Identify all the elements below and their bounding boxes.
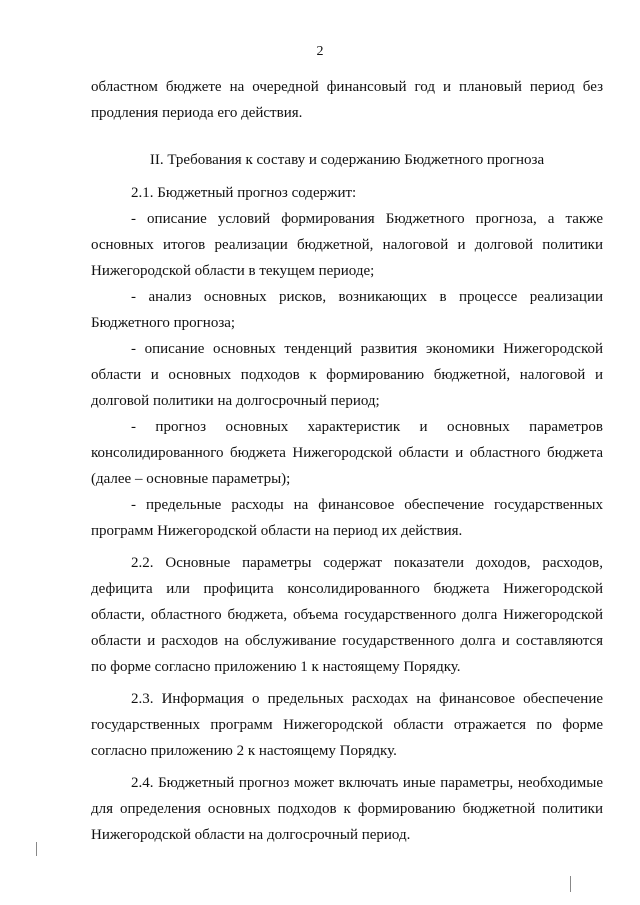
scan-margin-mark [570, 876, 571, 892]
paragraph-2-4: 2.4. Бюджетный прогноз может включать иные параметры, необходимые для определения основных подходов к формированию бюджетной политики Нижегородской области на долгосрочный период. [91, 775, 603, 843]
list-item-risks: - анализ основных рисков, возникающих в процессе реализации Бюджетного прогноза; [91, 289, 603, 331]
list-item-conditions: - описание условий формирования Бюджетного прогноза, а также основных итогов реализации бюджетной, налоговой и долговой политики Нижегородской области в текущем периоде; [91, 211, 603, 279]
paragraph-2-1: 2.1. Бюджетный прогноз содержит: [131, 185, 357, 201]
section-heading: II. Требования к составу и содержанию Бюджетного прогноза [149, 152, 545, 168]
paragraph-2-3: 2.3. Информация о предельных расходах на финансовое обеспечение государственных программ Нижегородской области отражается по форме согласно приложению 2 к настоящему Порядку. [91, 691, 603, 759]
paragraph-continuation: областном бюджете на очередной финансовый год и плановый период без продления периода его действия. [91, 79, 603, 121]
document-body [91, 74, 603, 848]
scan-margin-mark [36, 842, 37, 856]
paragraph-2-2: 2.2. Основные параметры содержат показатели доходов, расходов, дефицита или профицита консолидированного бюджета Нижегородской области, областного бюджета, объема государственного долга Нижегородской области и расходов на обслуживание государственного долга и составляются по форме согласно приложению 1 к настоящему Порядку. [91, 555, 603, 675]
list-item-trends: - описание основных тенденций развития экономики Нижегородской области и основных подходов к формированию бюджетной, налоговой и долговой политики на долгосрочный период; [91, 341, 603, 409]
list-item-forecast: - прогноз основных характеристик и основных параметров консолидированного бюджета Нижегородской области и областного бюджета (далее – основные параметры); [91, 419, 603, 487]
page-number: 2 [316, 44, 324, 59]
list-item-expenditure-limits: - предельные расходы на финансовое обеспечение государственных программ Нижегородской области на период их действия. [91, 497, 603, 539]
